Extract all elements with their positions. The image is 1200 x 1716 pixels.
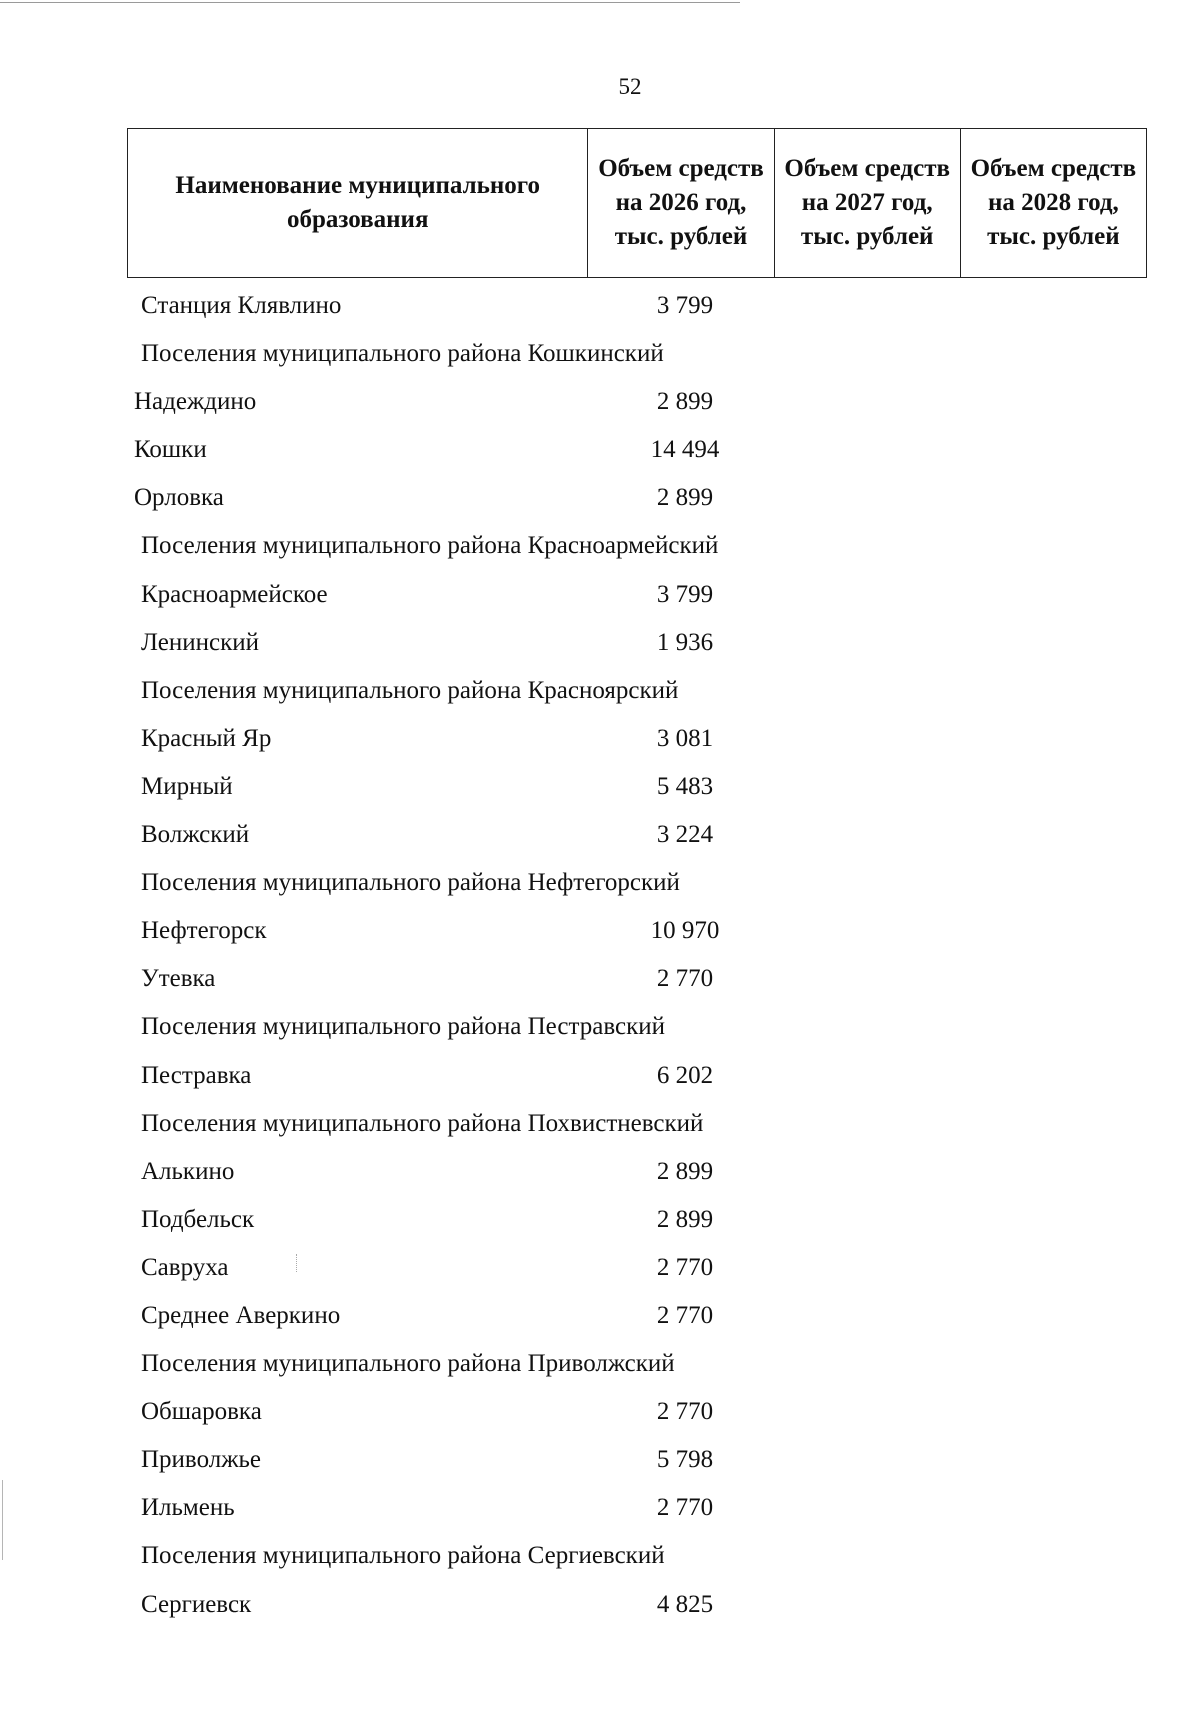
settlement-name: Надеждино xyxy=(134,388,257,416)
table-header xyxy=(127,128,1147,278)
table-row xyxy=(0,1581,1200,1629)
amount-2026: 5 483 xyxy=(656,772,714,800)
settlement-name: Кошки xyxy=(134,436,207,464)
district-group-row xyxy=(0,1340,1200,1388)
district-group-row xyxy=(0,1003,1200,1051)
amount-2026: 2 899 xyxy=(656,1157,714,1185)
settlement-name: Станция Клявлино xyxy=(141,292,342,319)
amount-2026: 2 899 xyxy=(656,484,714,512)
column-header-2027: Объем средств на 2027 год, тыс. рублей xyxy=(774,129,960,278)
settlement-name: Орловка xyxy=(134,484,224,512)
amount-2026: 2 899 xyxy=(656,388,714,416)
settlement-name: Ленинский xyxy=(141,628,260,656)
amount-2026: 3 799 xyxy=(656,580,714,608)
amount-2026: 2 770 xyxy=(656,1301,714,1329)
amount-2026: 10 970 xyxy=(650,917,720,945)
district-name: Поселения муниципального района Красноярский xyxy=(141,676,679,704)
amount-2026: 3 799 xyxy=(656,292,714,319)
settlement-name: Ильмень xyxy=(141,1494,235,1522)
settlement-name: Нефтегорск xyxy=(141,917,267,945)
district-name: Поселения муниципального района Кошкинский xyxy=(141,340,664,368)
table-row xyxy=(0,811,1200,859)
table-row xyxy=(0,426,1200,474)
page-number: 52 xyxy=(618,74,642,99)
column-header-name: Наименование муниципального образования xyxy=(128,129,588,278)
settlement-name: Волжский xyxy=(141,821,250,849)
district-name: Поселения муниципального района Нефтегорский xyxy=(141,869,680,897)
settlement-name: Сергиевск xyxy=(141,1590,252,1618)
amount-2026: 2 770 xyxy=(656,965,714,993)
amount-2026: 2 770 xyxy=(656,1253,714,1281)
table-row xyxy=(0,1436,1200,1484)
amount-2026: 6 202 xyxy=(656,1061,714,1089)
table-row xyxy=(0,1148,1200,1196)
amount-2026: 2 770 xyxy=(656,1398,714,1426)
table-row xyxy=(0,763,1200,811)
district-name: Поселения муниципального района Приволжский xyxy=(141,1350,675,1378)
district-group-row xyxy=(0,330,1200,378)
table-row xyxy=(0,474,1200,522)
amount-2026: 5 798 xyxy=(656,1446,714,1474)
settlement-name: Среднее Аверкино xyxy=(141,1301,341,1329)
amount-2026: 14 494 xyxy=(650,436,720,464)
district-group-row xyxy=(0,1532,1200,1580)
amount-2026: 1 936 xyxy=(656,628,714,656)
settlement-name: Алькино xyxy=(141,1157,235,1185)
table-row xyxy=(0,1484,1200,1532)
column-header-2028: Объем средств на 2028 год, тыс. рублей xyxy=(960,129,1146,278)
settlement-name: Утевка xyxy=(141,965,216,993)
district-group-row xyxy=(0,667,1200,715)
settlement-name: Подбельск xyxy=(141,1205,255,1233)
table-row xyxy=(0,378,1200,426)
amount-2026: 2 899 xyxy=(656,1205,714,1233)
settlement-name: Савруха xyxy=(141,1253,229,1281)
table-row xyxy=(0,1292,1200,1340)
table-row xyxy=(0,282,1200,330)
table-row xyxy=(0,1388,1200,1436)
table-row xyxy=(0,619,1200,667)
table-body xyxy=(0,282,1200,1629)
district-group-row xyxy=(0,859,1200,907)
table-row xyxy=(0,715,1200,763)
district-group-row xyxy=(0,1100,1200,1148)
district-name: Поселения муниципального района Похвистневский xyxy=(141,1109,704,1137)
amount-2026: 2 770 xyxy=(656,1494,714,1522)
district-name: Поселения муниципального района Красноармейский xyxy=(141,532,719,560)
table-row xyxy=(0,907,1200,955)
settlement-name: Обшаровка xyxy=(141,1398,262,1426)
district-group-row xyxy=(0,522,1200,570)
settlement-name: Приволжье xyxy=(141,1446,261,1474)
scan-artifact-line xyxy=(0,2,740,3)
district-name: Поселения муниципального района Пестравский xyxy=(141,1013,665,1041)
amount-2026: 3 081 xyxy=(656,724,714,752)
column-header-2026: Объем средств на 2026 год, тыс. рублей xyxy=(588,129,774,278)
settlement-name: Мирный xyxy=(141,772,233,800)
settlement-name: Пестравка xyxy=(141,1061,252,1089)
table-row xyxy=(0,955,1200,1003)
table-row xyxy=(0,571,1200,619)
amount-2026: 3 224 xyxy=(656,821,714,849)
settlement-name: Красноармейское xyxy=(141,580,328,608)
table-row xyxy=(0,1244,1200,1292)
table-row xyxy=(0,1196,1200,1244)
scan-artifact-dots xyxy=(296,1254,299,1272)
settlement-name: Красный Яр xyxy=(141,724,272,752)
table-row xyxy=(0,1052,1200,1100)
amount-2026: 4 825 xyxy=(656,1590,714,1618)
district-name: Поселения муниципального района Сергиевский xyxy=(141,1542,665,1570)
